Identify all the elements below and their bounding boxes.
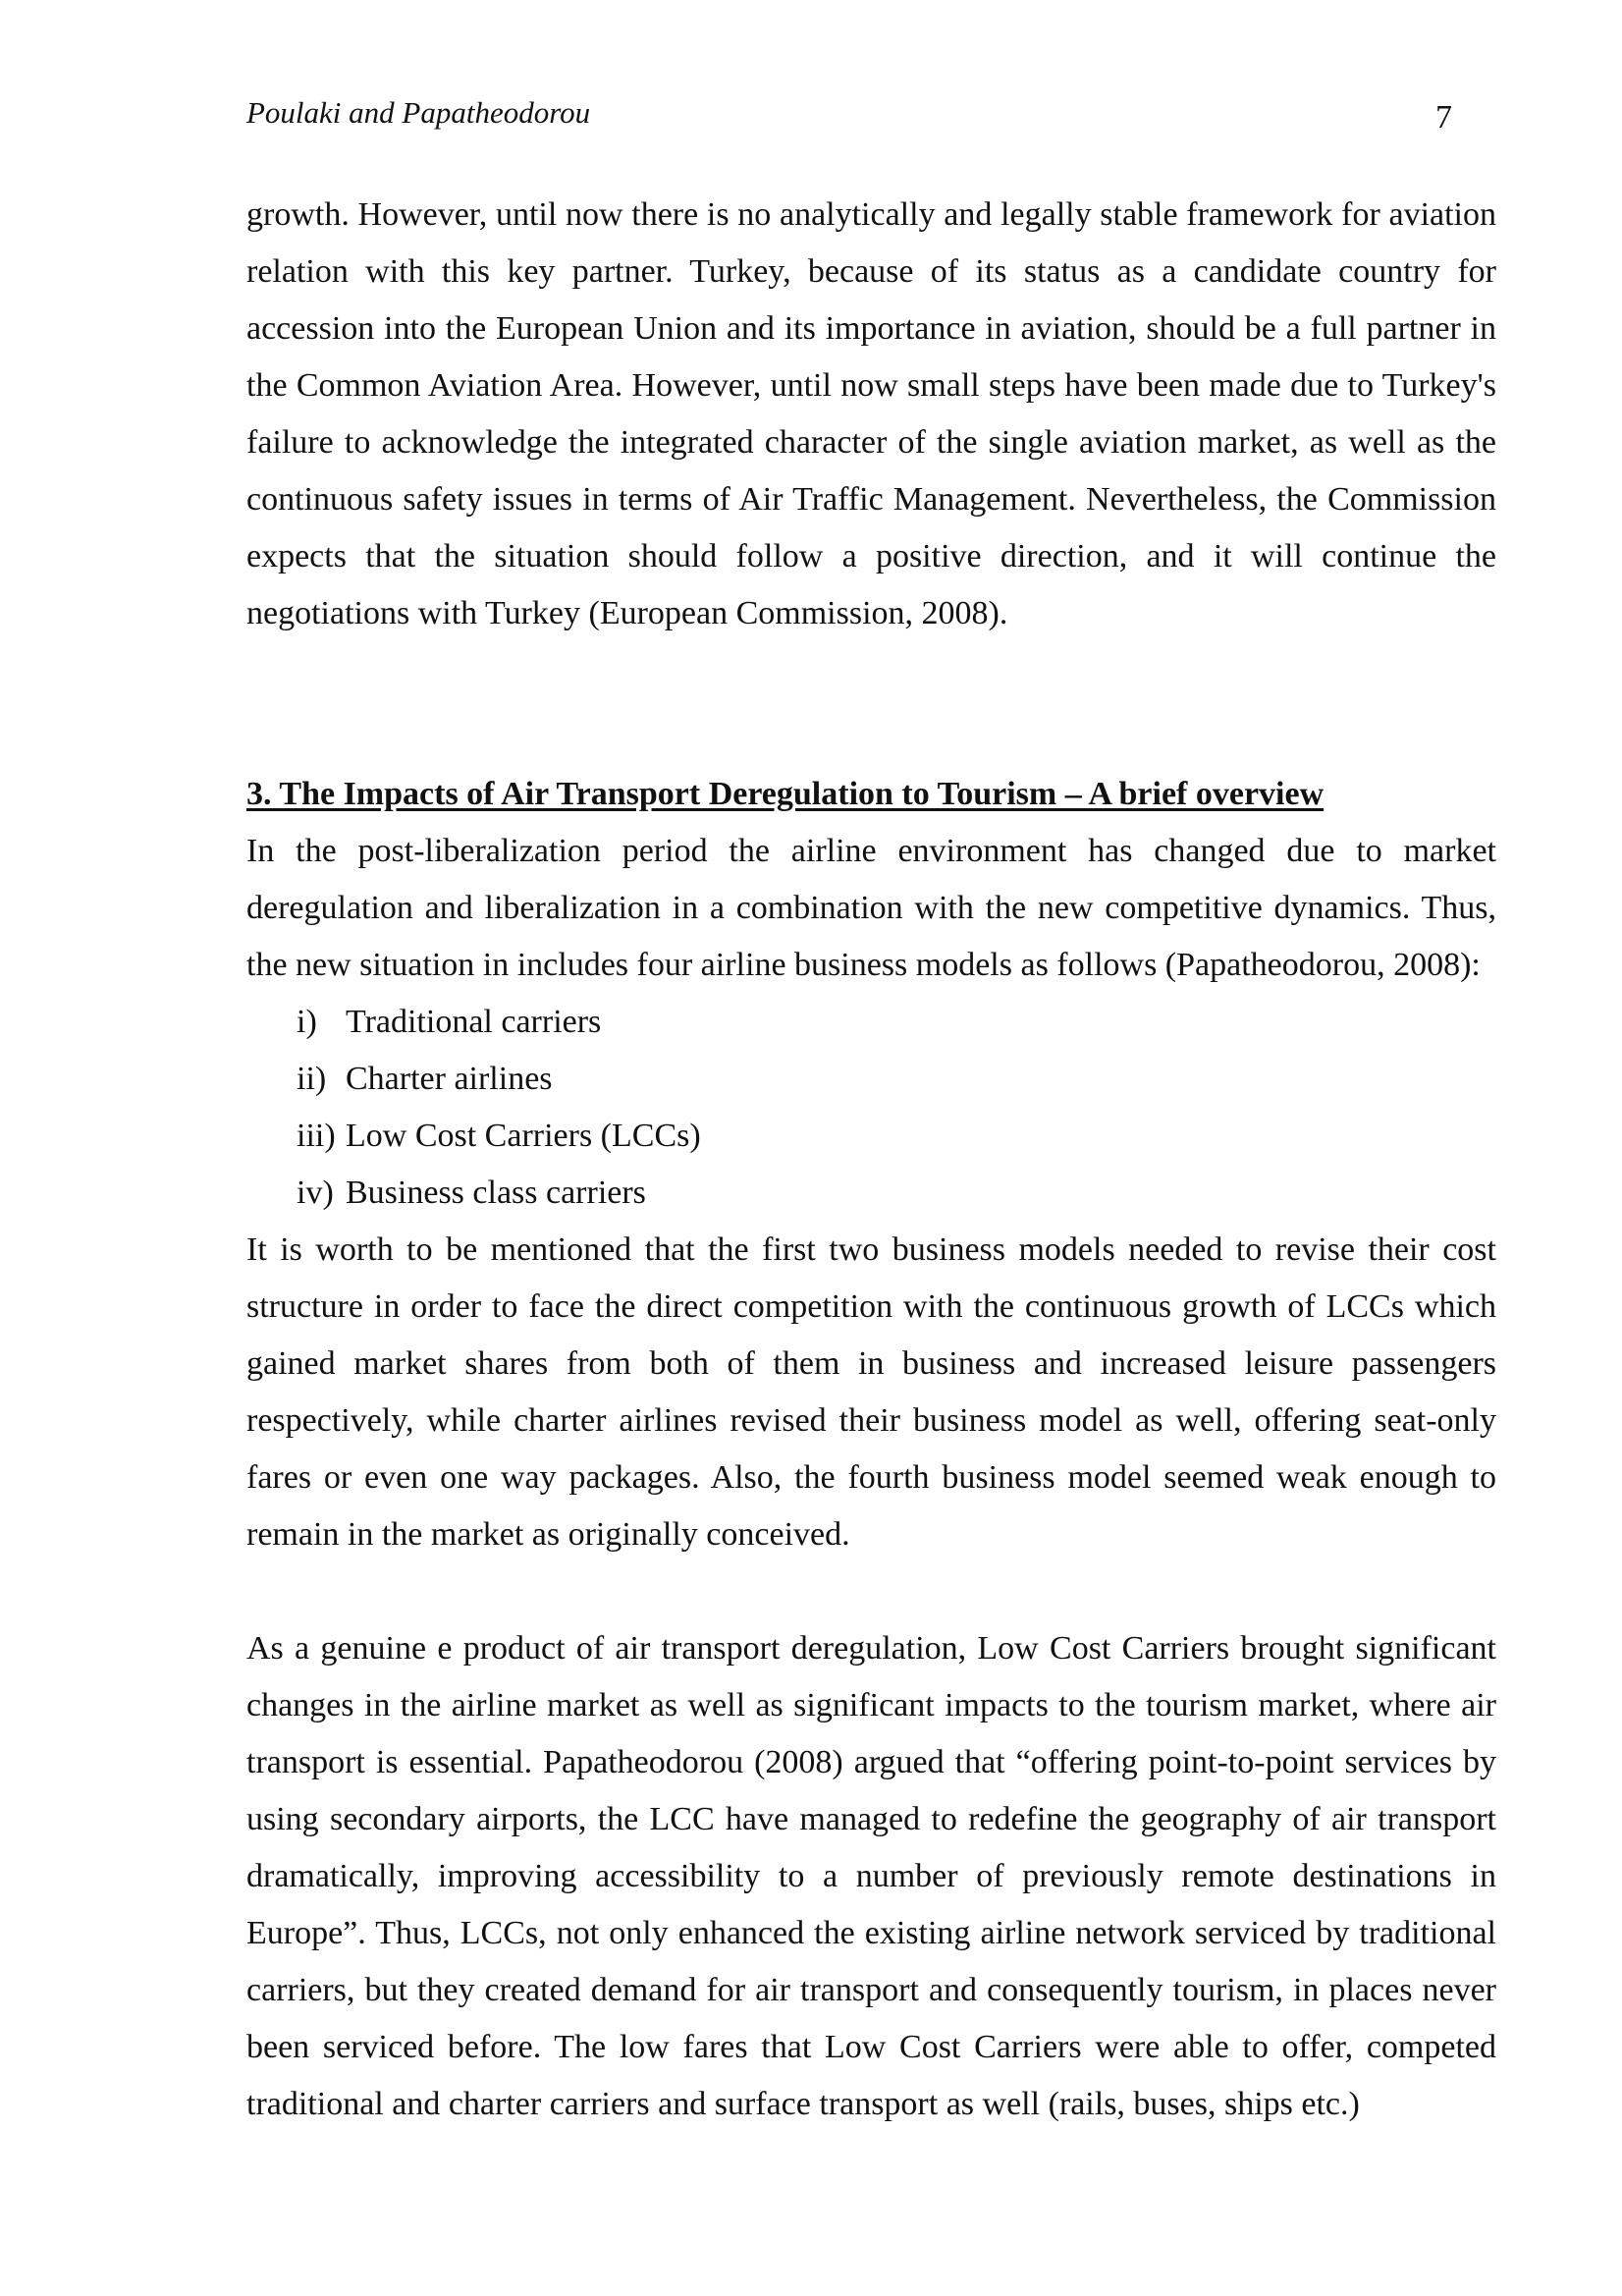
page-body bbox=[246, 187, 1496, 2133]
paragraph-spacer bbox=[246, 1563, 1496, 1620]
paragraph-lcc-impacts: As a genuine e product of air transport deregulation, Low Cost Carriers brought significant changes in the airline market as well as significant impacts to the tourism market, where air transport is essential. Papatheodorou (2008) argued that “offering point-to-point services by using secondary airports, the LCC have managed to redefine the geography of air transport dramatically, improving accessibility to a number of previously remote destinations in Europe”. Thus, LCCs, not only enhanced the existing airline network serviced by traditional carriers, but they created demand for air transport and consequently tourism, in places never been serviced before. The low fares that Low Cost Carriers were able to offer, competed traditional and charter carriers and surface transport as well (rails, buses, ships etc.) bbox=[246, 1630, 1496, 2122]
list-item-number: iv) bbox=[297, 1175, 334, 1211]
list-item bbox=[297, 1108, 1496, 1165]
paragraph-post-liberalization: In the post-liberalization period the airline environment has changed due to market deregulation and liberalization in a combination with the new competitive dynamics. Thus, the new situation in includes four airline business models as follows (Papatheodorou, 2008): bbox=[246, 833, 1496, 983]
business-models-list bbox=[246, 994, 1496, 1222]
list-item-text: Low Cost Carriers (LCCs) bbox=[346, 1118, 701, 1154]
list-item-number: ii) bbox=[297, 1061, 327, 1097]
list-item bbox=[297, 1165, 1496, 1222]
paragraph-business-models-revision: It is worth to be mentioned that the first two business models needed to revise their cost structure in order to face the direct competition with the continuous growth of LCCs which gained market shares from both of them in business and increased leisure passengers respectively, while charter airlines revised their business model as well, offering seat-only fares or even one way packages. Also, the fourth business model seemed weak enough to remain in the market as originally conceived. bbox=[246, 1231, 1496, 1553]
list-item-number: iii) bbox=[297, 1118, 336, 1154]
paragraph-turkey-aviation: growth. However, until now there is no analytically and legally stable framework for aviation relation with this key partner. Turkey, because of its status as a candidate country for accession into the European Union and its importance in aviation, should be a full partner in the Common Aviation Area. However, until now small steps have been made due to Turkey's failure to acknowledge the integrated character of the single aviation market, as well as the continuous safety issues in terms of Air Traffic Management. Nevertheless, the Commission expects that the situation should follow a positive direction, and it will continue the negotiations with Turkey (European Commission, 2008). bbox=[246, 196, 1496, 631]
section-heading: 3. The Impacts of Air Transport Deregulation to Tourism – A brief overview bbox=[246, 776, 1325, 812]
running-head: Poulaki and Papatheodorou bbox=[246, 95, 591, 130]
list-item-text: Traditional carriers bbox=[346, 1004, 602, 1040]
page-number: 7 bbox=[1435, 99, 1452, 136]
list-item-text: Business class carriers bbox=[346, 1175, 646, 1211]
list-item bbox=[297, 1051, 1496, 1108]
list-item bbox=[297, 994, 1496, 1051]
list-item-number: i) bbox=[297, 1004, 317, 1040]
list-item-text: Charter airlines bbox=[346, 1061, 553, 1097]
